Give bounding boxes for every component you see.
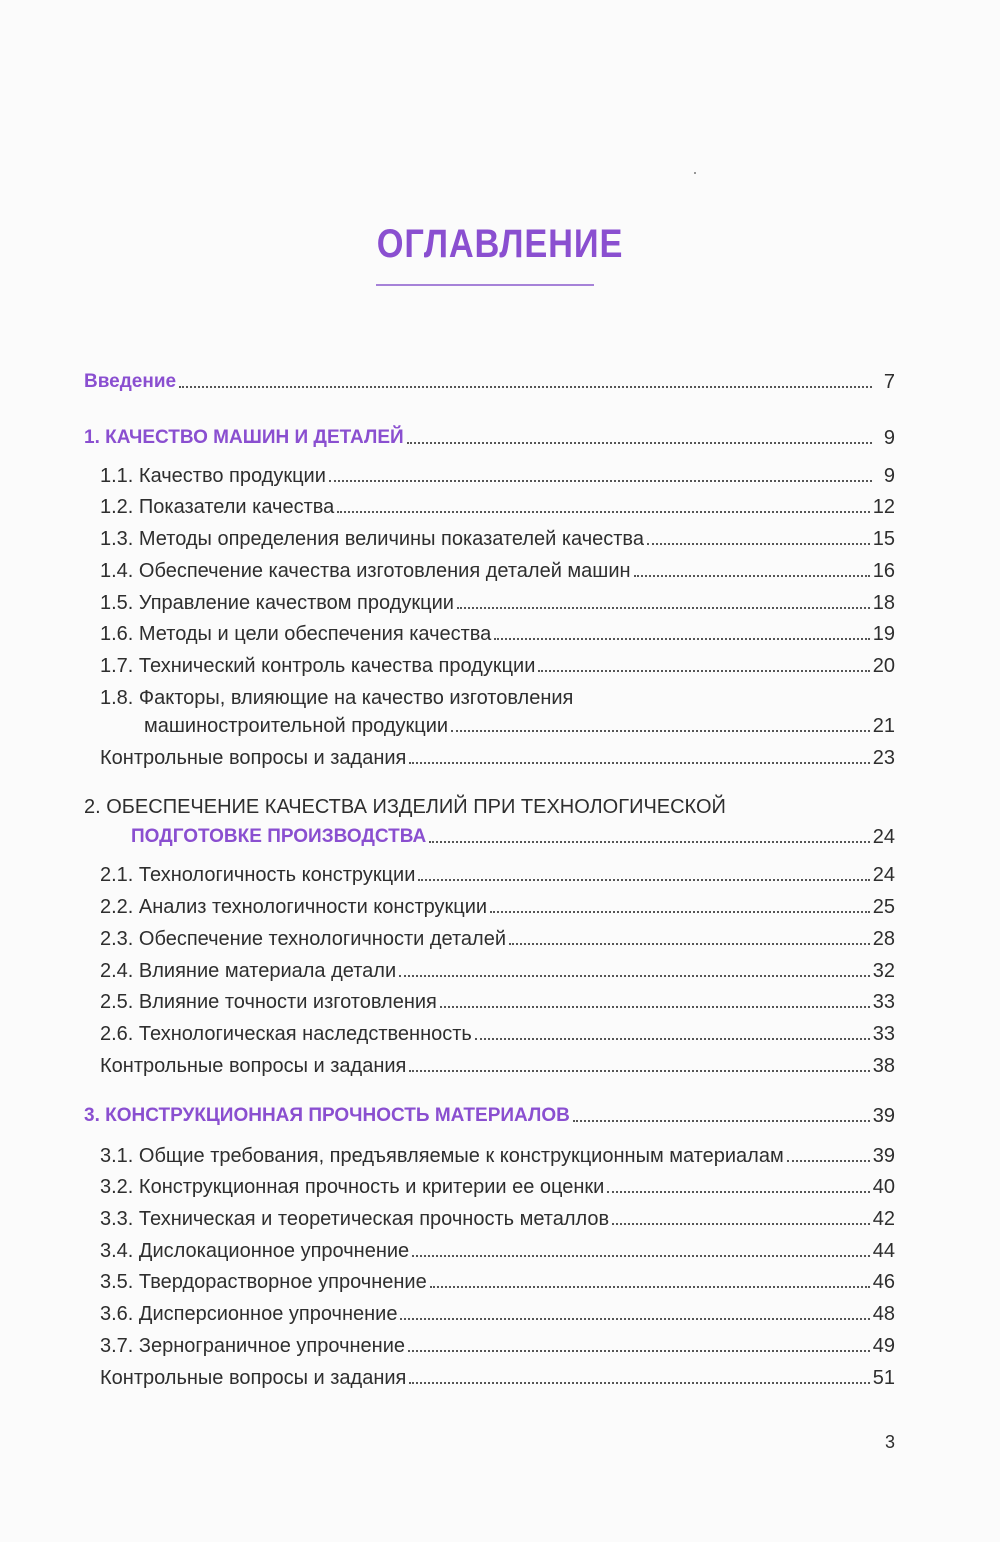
toc-page: 20: [872, 655, 895, 677]
toc-label: 1.5. Управление качеством продукции: [100, 592, 454, 614]
toc-section[interactable]: [0, 742, 1000, 770]
toc-page: 42: [872, 1208, 895, 1230]
leader-dots: [337, 511, 870, 513]
leader-dots: [409, 1382, 869, 1384]
leader-dots: [607, 1191, 869, 1193]
toc-label: 1.3. Методы определения величины показателей качества: [100, 528, 644, 550]
toc-section[interactable]: [0, 955, 1000, 983]
leader-dots: [412, 1255, 870, 1257]
leader-dots: [429, 841, 869, 843]
toc-section[interactable]: [0, 1203, 1000, 1231]
leader-dots: [451, 730, 870, 732]
leader-dots: [457, 607, 870, 609]
toc-label: 3.4. Дислокационное упрочнение: [100, 1240, 410, 1262]
toc-label: 2.6. Технологическая наследственность: [100, 1023, 472, 1045]
toc-page: 51: [872, 1367, 895, 1389]
toc-section[interactable]: [0, 1362, 1000, 1390]
leader-dots: [634, 575, 870, 577]
toc-entry: [84, 366, 895, 394]
toc-section[interactable]: [0, 491, 1000, 519]
toc-page: 48: [872, 1303, 895, 1325]
toc-section[interactable]: [0, 986, 1000, 1014]
toc-label: 3. КОНСТРУКЦИОННАЯ ПРОЧНОСТЬ МАТЕРИАЛОВ: [84, 1105, 570, 1126]
leader-dots: [400, 1318, 869, 1320]
leader-dots: [430, 1286, 870, 1288]
toc-section[interactable]: [0, 1018, 1000, 1046]
toc-page: 44: [872, 1240, 895, 1262]
leader-dots: [787, 1160, 870, 1162]
title-underline: [376, 284, 594, 286]
toc-page: 12: [872, 496, 895, 518]
toc-label: 1.7. Технический контроль качества продукции: [100, 655, 536, 677]
toc-page: 33: [872, 1023, 895, 1045]
toc-label: Контрольные вопросы и задания: [100, 747, 407, 769]
toc-label: ПОДГОТОВКЕ ПРОИЗВОДСТВА: [131, 826, 427, 847]
page-number: 3: [885, 1432, 896, 1452]
toc-section[interactable]: [0, 923, 1000, 951]
toc-page: 24: [872, 826, 895, 848]
toc-section[interactable]: [0, 1140, 1000, 1168]
print-speck: [694, 172, 696, 174]
toc-label: 3.2. Конструкционная прочность и критерии ее оценки: [100, 1176, 605, 1198]
toc-chapter-1[interactable]: [0, 422, 1000, 450]
toc-section[interactable]: [0, 1050, 1000, 1078]
leader-dots: [612, 1223, 870, 1225]
toc-entry: [84, 422, 895, 450]
toc-label: 3.6. Дисперсионное упрочнение: [100, 1303, 398, 1325]
toc-page: 33: [872, 991, 895, 1013]
toc-section[interactable]: [0, 682, 1000, 710]
toc-label: 2.2. Анализ технологичности конструкции: [100, 896, 488, 918]
toc-label: 1.6. Методы и цели обеспечения качества: [100, 623, 492, 645]
toc-page: 46: [872, 1271, 895, 1293]
leader-dots: [509, 943, 870, 945]
toc-page: 18: [872, 592, 895, 614]
toc-page: 39: [872, 1105, 895, 1127]
leader-dots: [475, 1038, 870, 1040]
toc-page: 25: [872, 896, 895, 918]
leader-dots: [418, 879, 869, 881]
toc-label: 1.2. Показатели качества: [100, 496, 335, 518]
toc-page: 38: [872, 1055, 895, 1077]
toc-label: 3.3. Техническая и теоретическая прочность металлов: [100, 1208, 610, 1230]
toc-label: 2. ОБЕСПЕЧЕНИЕ КАЧЕСТВА ИЗДЕЛИЙ ПРИ ТЕХНОЛОГИЧЕСКОЙ: [84, 796, 726, 818]
toc-chapter-2-continued[interactable]: [0, 821, 1000, 849]
toc-label: 2.4. Влияние материала детали: [100, 960, 397, 982]
toc-label: 2.3. Обеспечение технологичности деталей: [100, 928, 507, 950]
toc-page: 16: [872, 560, 895, 582]
toc-page: 39: [872, 1145, 895, 1167]
toc-section[interactable]: [0, 523, 1000, 551]
leader-dots: [409, 762, 869, 764]
toc-page: 49: [872, 1335, 895, 1357]
toc-chapter-2[interactable]: [0, 791, 1000, 819]
toc-section[interactable]: [0, 555, 1000, 583]
toc-label: 1.4. Обеспечение качества изготовления деталей машин: [100, 560, 631, 582]
toc-label: 3.1. Общие требования, предъявляемые к конструкционным материалам: [100, 1145, 784, 1167]
leader-dots: [538, 670, 869, 672]
toc-label: 3.7. Зернограничное упрочнение: [100, 1335, 405, 1357]
toc-chapter-3[interactable]: [0, 1100, 1000, 1128]
toc-section[interactable]: [0, 650, 1000, 678]
toc-section[interactable]: [0, 587, 1000, 615]
toc-page: 15: [872, 528, 895, 550]
toc-section[interactable]: [0, 1330, 1000, 1358]
toc-label: Контрольные вопросы и задания: [100, 1367, 407, 1389]
toc-page: 28: [872, 928, 895, 950]
toc-section[interactable]: [0, 1298, 1000, 1326]
toc-label: 2.5. Влияние точности изготовления: [100, 991, 437, 1013]
toc-page: 21: [872, 715, 895, 737]
leader-dots: [647, 543, 870, 545]
toc-page: 19: [872, 623, 895, 645]
toc-page: 24: [872, 864, 895, 886]
toc-label: 2.1. Технологичность конструкции: [100, 864, 416, 886]
toc-section[interactable]: [0, 1235, 1000, 1263]
toc-label: Введение: [84, 371, 177, 392]
toc-label: машиностроительной продукции: [144, 715, 449, 737]
toc-section[interactable]: [0, 618, 1000, 646]
toc-page: 9: [883, 465, 895, 487]
leader-dots: [399, 975, 870, 977]
toc-entry: [84, 1100, 895, 1128]
toc-section[interactable]: [0, 891, 1000, 919]
toc-label: 3.5. Твердорастворное упрочнение: [100, 1271, 427, 1293]
leader-dots: [494, 638, 869, 640]
toc-page: 32: [872, 960, 895, 982]
toc-label: 1.1. Качество продукции: [100, 465, 326, 487]
toc-page: 23: [872, 747, 895, 769]
toc-section[interactable]: [0, 460, 1000, 488]
leader-dots: [179, 386, 872, 388]
toc-label: Контрольные вопросы и задания: [100, 1055, 407, 1077]
toc-label: 1.8. Факторы, влияющие на качество изготовления: [100, 687, 574, 709]
toc-section[interactable]: [0, 1171, 1000, 1199]
toc-intro[interactable]: [0, 366, 1000, 394]
toc-label: 1. КАЧЕСТВО МАШИН И ДЕТАЛЕЙ: [84, 427, 404, 448]
toc-page: 7: [883, 371, 895, 393]
toc-section[interactable]: [0, 859, 1000, 887]
leader-dots: [329, 480, 872, 482]
toc-section[interactable]: [0, 1266, 1000, 1294]
leader-dots: [573, 1120, 870, 1122]
toc-section-continued[interactable]: [0, 710, 1000, 738]
leader-dots: [408, 1350, 870, 1352]
toc-page: 40: [872, 1176, 895, 1198]
page-title: ОГЛАВЛЕНИЕ: [376, 222, 624, 266]
leader-dots: [409, 1070, 869, 1072]
leader-dots: [440, 1006, 870, 1008]
leader-dots: [490, 911, 870, 913]
toc-page: 9: [883, 427, 895, 449]
leader-dots: [407, 442, 872, 444]
